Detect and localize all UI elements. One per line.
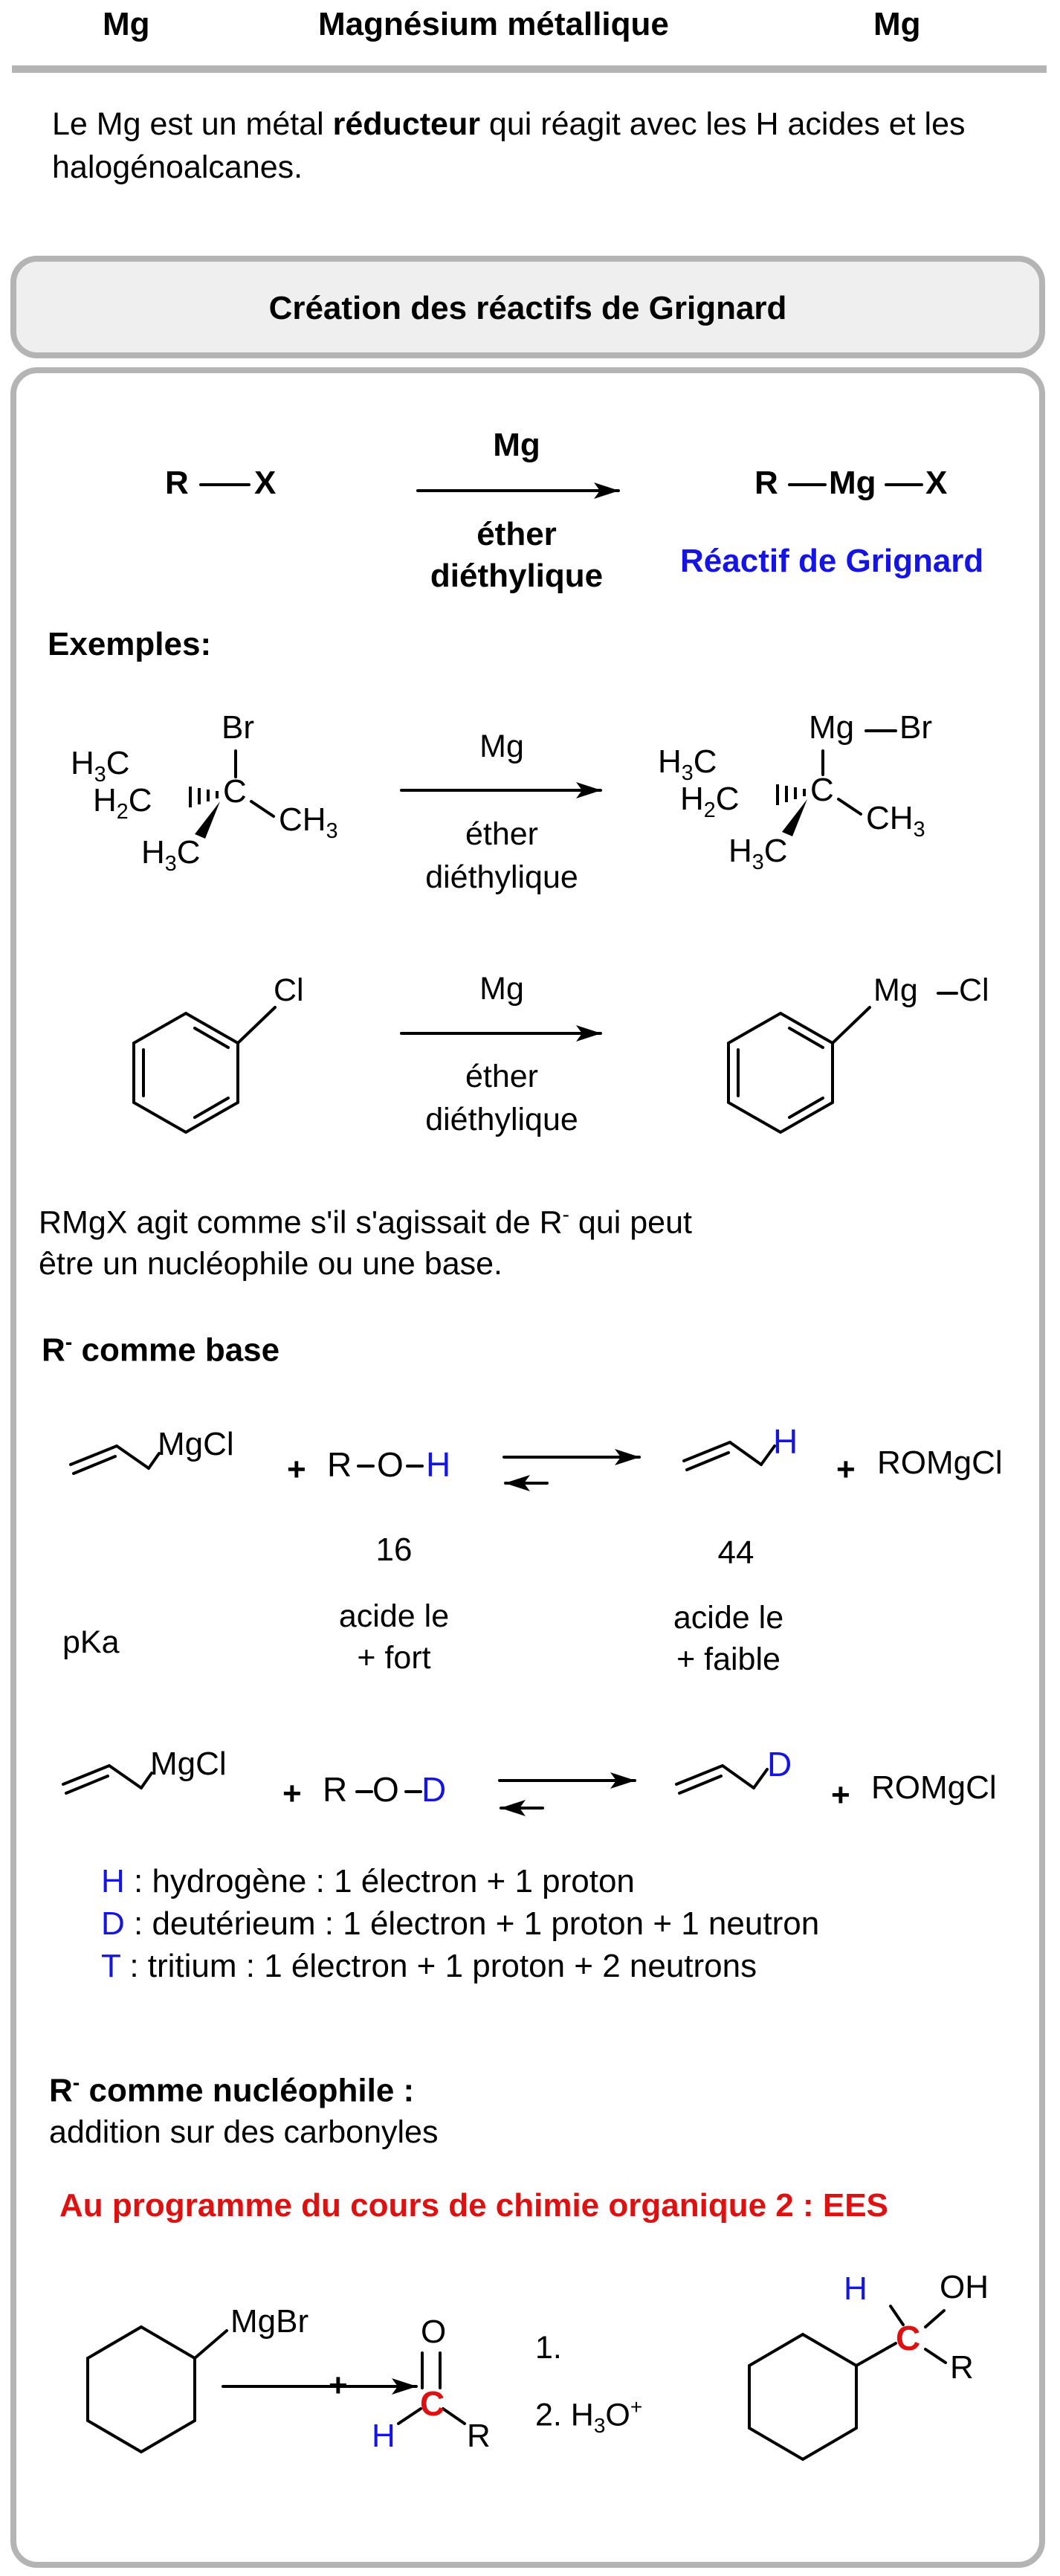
product-c: C (896, 2319, 921, 2357)
ex2p-cl: Cl (959, 972, 989, 1008)
carbonyl-h: H (372, 2418, 395, 2454)
vinyl-h (684, 1442, 761, 1465)
ex1-solvent-2: diéthylique (425, 859, 578, 895)
bond-ar-mg (833, 1007, 870, 1043)
carbonyl-r: R (467, 2418, 491, 2454)
ex2-solvent-1: éther (465, 1059, 538, 1094)
base-title: R- comme base (42, 1331, 280, 1369)
rmgx-line2: être un nucléophile ou une base. (39, 1246, 502, 1282)
isotope-d: D : deutérieum : 1 électron + 1 proton + 1 neutron (101, 1905, 820, 1942)
product-h: H (844, 2270, 867, 2307)
romgcl-2: ROMgCl (871, 1769, 997, 1806)
ex1-h3c-top: $H_3C$ (71, 745, 130, 787)
ex1-br: Br (222, 709, 254, 746)
plus-1: + (287, 1451, 306, 1488)
strong-acid-2: + fort (357, 1640, 431, 1676)
ex2p-mg: Mg (873, 972, 918, 1008)
isotope-t: T : tritium : 1 électron + 1 proton + 2 neutrons (101, 1948, 757, 1984)
header-title: Magnésium métallique (318, 6, 669, 42)
weak-acid-1: acide le (673, 1600, 784, 1636)
ex1p-br: Br (899, 709, 932, 746)
reactant-r: R (165, 465, 189, 501)
product-r: R (754, 465, 778, 501)
vinyl-d (676, 1766, 754, 1788)
ex2-cl: Cl (274, 972, 304, 1008)
pka-44: 44 (717, 1534, 754, 1571)
benzene-ring-1 (134, 1013, 238, 1132)
weak-acid-2: + faible (676, 1642, 781, 1677)
product-oh: OH (940, 2269, 989, 2305)
nucleo-title: R- comme nucléophile : (49, 2071, 415, 2109)
examples-label: Exemples: (48, 626, 212, 662)
ex1-ch3: $CH_3$ (279, 801, 338, 843)
section-title-box: Création des réactifs de Grignard (10, 256, 1045, 358)
product-x: X (925, 465, 948, 501)
ex1p-h3c-bottom: $H_3C$ (728, 833, 788, 874)
carbonyl-c: C (420, 2384, 445, 2423)
product-r-group: R (950, 2349, 974, 2386)
solvent-line2: diéthylique (430, 558, 604, 594)
rod-d: D (421, 1770, 447, 1809)
header-right: Mg (873, 6, 921, 42)
step-1: 1. (535, 2330, 562, 2366)
step-2: 2. $H_3O^+$ (535, 2395, 643, 2437)
grignard-label: Réactif de Grignard (680, 543, 984, 579)
rmgx-line1: RMgX agit comme s'il s'agissait de R- qui peut (39, 1203, 692, 1241)
wedge-bond-2 (782, 799, 807, 836)
hash-bond-2 (778, 784, 804, 805)
plus-3: + (282, 1775, 302, 1812)
base-mgcl-2: MgCl (150, 1746, 227, 1782)
ex2-solvent-2: diéthylique (425, 1102, 578, 1137)
nucleo-subtitle: addition sur des carbonyles (49, 2114, 439, 2150)
base-mgcl-1: MgCl (158, 1426, 234, 1462)
intro-text: Le Mg est un métal réducteur qui réagit avec les H acides et les halogénoalcanes. (52, 106, 966, 185)
ex1p-h3c-top: $H_3C$ (658, 743, 717, 785)
strong-acid-1: acide le (338, 1598, 450, 1634)
ex1p-h2c: $H_2C$ (680, 781, 740, 822)
product-mg: Mg (829, 465, 876, 501)
header-left: Mg (103, 6, 150, 42)
roh-r: R (327, 1445, 352, 1484)
pka-16: 16 (375, 1531, 413, 1568)
ex1-h3c-bottom: $H_3C$ (141, 834, 201, 876)
hash-bond-1 (190, 787, 217, 807)
reagent-mg: Mg (493, 427, 540, 463)
pka-label: pKa (62, 1624, 120, 1660)
ethylene-h: H (773, 1422, 798, 1461)
bond-c-ch3 (251, 801, 274, 816)
ex2-reagent: Mg (479, 971, 524, 1007)
isotope-h: H : hydrogène : 1 électron + 1 proton (101, 1863, 635, 1899)
reactant-x: X (254, 465, 277, 501)
cyclohexane-1 (88, 2327, 195, 2452)
wedge-bond-1 (195, 801, 220, 839)
rod-o: O (372, 1770, 399, 1809)
solvent-line1: éther (476, 516, 557, 552)
ex1-h2c: $H_2C$ (93, 782, 152, 824)
bond-ar-cl (238, 1007, 275, 1043)
ex1-c: C (223, 773, 247, 810)
carbonyl-o: O (421, 2314, 447, 2350)
ex1p-c: C (810, 772, 834, 808)
romgcl-1: ROMgCl (877, 1444, 1003, 1481)
plus-2: + (836, 1451, 856, 1488)
roh-h: H (426, 1445, 451, 1484)
ex1-solvent-1: éther (465, 816, 538, 852)
ex1-reagent: Mg (479, 729, 524, 764)
cyclohexane-2 (749, 2334, 856, 2459)
ethylene-d: D (767, 1745, 792, 1783)
ex1p-mg: Mg (809, 709, 855, 746)
rod-r: R (323, 1770, 348, 1809)
final-mgbr: MgBr (230, 2303, 309, 2340)
bond-c-ch3-p (838, 799, 861, 814)
final-plus: + (329, 2367, 348, 2404)
ex1p-ch3: $CH_3$ (866, 800, 925, 842)
roh-o: O (377, 1445, 404, 1484)
program-note: Au programme du cours de chimie organique 2 : EES (59, 2187, 888, 2224)
benzene-ring-2 (728, 1013, 833, 1132)
plus-4: + (831, 1777, 850, 1813)
